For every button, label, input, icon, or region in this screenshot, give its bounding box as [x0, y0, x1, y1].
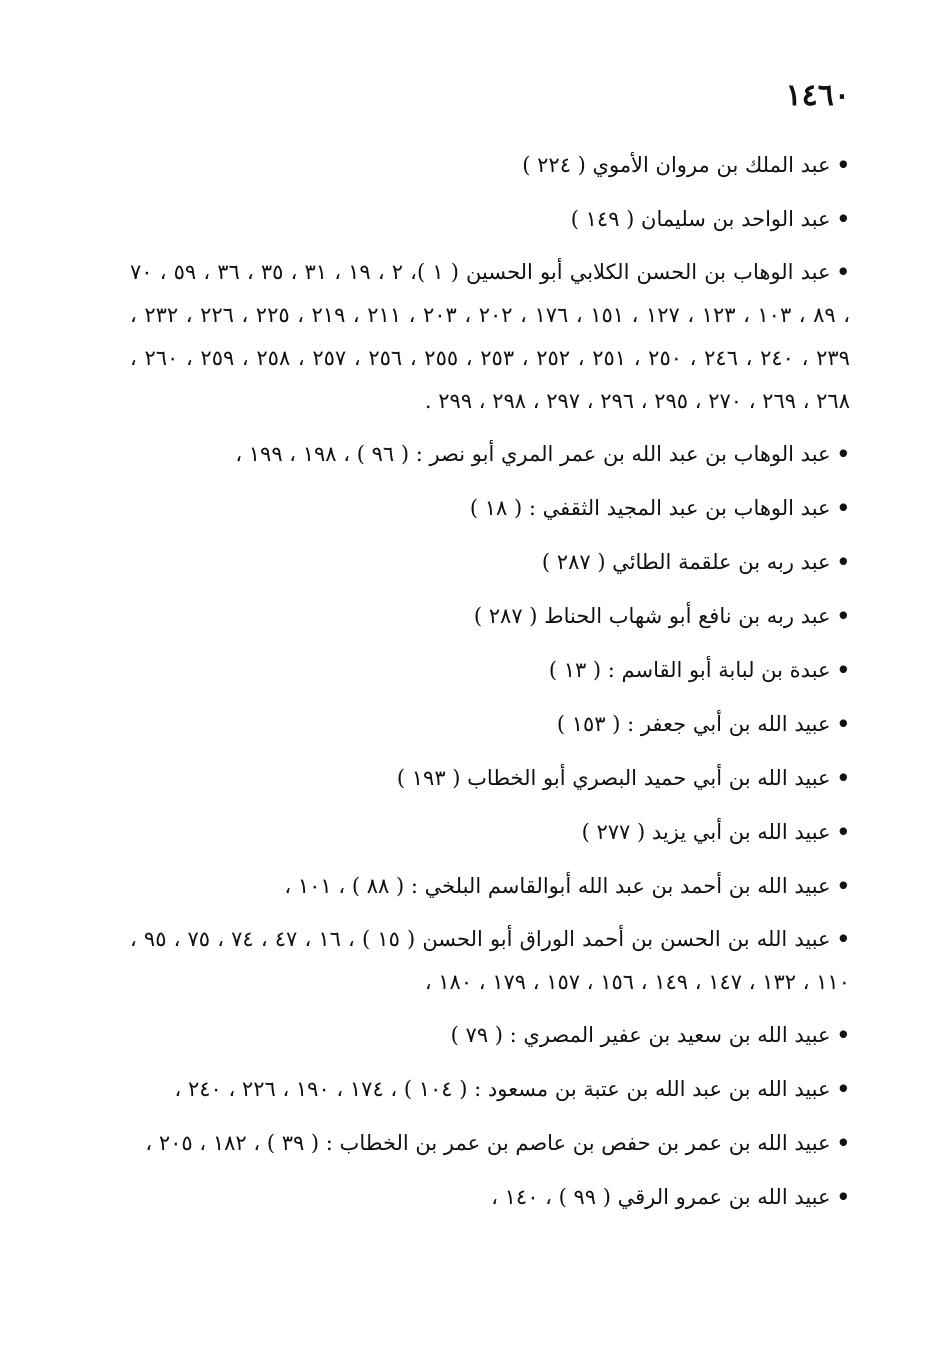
index-entry [130, 250, 850, 423]
bullet-icon: • [836, 603, 850, 628]
entry-text: عبيد الله بن سعيد بن عفير المصري : ( ٧٩ ) [450, 1023, 831, 1047]
bullet-icon: • [836, 873, 850, 898]
entry-text: عبيد الله بن عمر بن حفص بن عاصم بن عمر بن الخطاب : ( ٣٩ ) ، ١٨٢ ، ٢٠٥ ، [145, 1131, 831, 1155]
bullet-icon: • [836, 152, 850, 177]
entry-text: عبد الوهاب بن عبد الله بن عمر المري أبو نصر : ( ٩٦ ) ، ١٩٨ ، ١٩٩ ، [235, 442, 831, 466]
bullet-icon: • [836, 495, 850, 520]
entry-text: عبيد الله بن أحمد بن عبد الله أبوالقاسم البلخي : ( ٨٨ ) ، ١٠١ ، [284, 874, 831, 898]
bullet-icon: • [836, 1076, 850, 1101]
index-entry [130, 485, 850, 531]
entry-text: عبد الواحد بن سليمان ( ١٤٩ ) [570, 207, 831, 231]
bullet-icon: • [836, 765, 850, 790]
bullet-icon: • [836, 1184, 850, 1209]
bullet-icon: • [836, 1022, 850, 1047]
entry-text: عبيد الله بن عبد الله بن عتبة بن مسعود : ( ١٠٤ ) ، ١٧٤ ، ١٩٠ ، ٢٢٦ ، ٢٤٠ ، [174, 1077, 831, 1101]
entry-text: عبدة بن لبابة أبو القاسم : ( ١٣ ) [548, 658, 831, 682]
index-entry [130, 809, 850, 855]
entry-text: عبد الوهاب بن الحسن الكلابي أبو الحسين ( ١ )، ٢ ، ١٩ ، ٣١ ، ٣٥ ، ٣٦ ، ٥٩ ، ٧٠ ، ٨٩ ، ١٠٣ ، ١٢٣ ، ١٢٧ ، ١٥١ ، ١٧٦ ، ٢٠٢ ، ٢٠٣ ، ٢١١ ، ٢١٩ ، ٢٢٥ ، ٢٢٦ ، ٢٣٢ ، ٢٣٩ ، ٢٤٠ ، ٢٤٦ ، ٢٥٠ ، ٢٥١ ، ٢٥٢ ، ٢٥٣ ، ٢٥٥ ، ٢٥٦ ، ٢٥٧ ، ٢٥٨ ، ٢٥٩ ، ٢٦٠ ، ٢٦٨ ، ٢٦٩ ، ٢٧٠ ، ٢٩٥ ، ٢٩٦ ، ٢٩٧ ، ٢٩٨ ، ٢٩٩ . [130, 260, 851, 413]
bullet-icon: • [836, 711, 850, 736]
page-number: ١٤٦٠ [785, 78, 850, 113]
bullet-icon: • [836, 549, 850, 574]
entry-text: عبيد الله بن أبي يزيد ( ٢٧٧ ) [581, 820, 831, 844]
index-entry [130, 917, 850, 1004]
bullet-icon: • [836, 259, 850, 284]
index-entry [130, 1120, 850, 1166]
index-entries [130, 142, 850, 1228]
index-entry [130, 647, 850, 693]
index-entry [130, 701, 850, 747]
index-entry [130, 196, 850, 242]
entry-text: عبد الملك بن مروان الأموي ( ٢٢٤ ) [522, 153, 831, 177]
bullet-icon: • [836, 1130, 850, 1155]
index-entry [130, 431, 850, 477]
index-entry [130, 539, 850, 585]
index-entry [130, 1012, 850, 1058]
entry-text: عبيد الله بن عمرو الرقي ( ٩٩ ) ، ١٤٠ ، [491, 1185, 831, 1209]
index-entry [130, 755, 850, 801]
entry-text: عبد الوهاب بن عبد المجيد الثقفي : ( ١٨ ) [469, 496, 831, 520]
bullet-icon: • [836, 657, 850, 682]
bullet-icon: • [836, 926, 851, 951]
entry-text: عبيد الله بن أبي حميد البصري أبو الخطاب ( ١٩٣ ) [396, 766, 831, 790]
bullet-icon: • [836, 206, 850, 231]
entry-text: عبيد الله بن الحسن بن أحمد الوراق أبو الحسن ( ١٥ ) ، ١٦ ، ٤٧ ، ٧٤ ، ٧٥ ، ٩٥ ، ١١٠ ، ١٣٢ ، ١٤٧ ، ١٤٩ ، ١٥٦ ، ١٥٧ ، ١٧٩ ، ١٨٠ ، [130, 927, 850, 994]
index-entry [130, 593, 850, 639]
index-entry [130, 1174, 850, 1220]
index-entry [130, 863, 850, 909]
entry-text: عبد ربه بن نافع أبو شهاب الحناط ( ٢٨٧ ) [473, 604, 831, 628]
bullet-icon: • [836, 819, 850, 844]
index-entry [130, 1066, 850, 1112]
entry-text: عبد ربه بن علقمة الطائي ( ٢٨٧ ) [541, 550, 831, 574]
index-entry [130, 142, 850, 188]
entry-text: عبيد الله بن أبي جعفر : ( ١٥٣ ) [556, 712, 831, 736]
bullet-icon: • [836, 441, 850, 466]
